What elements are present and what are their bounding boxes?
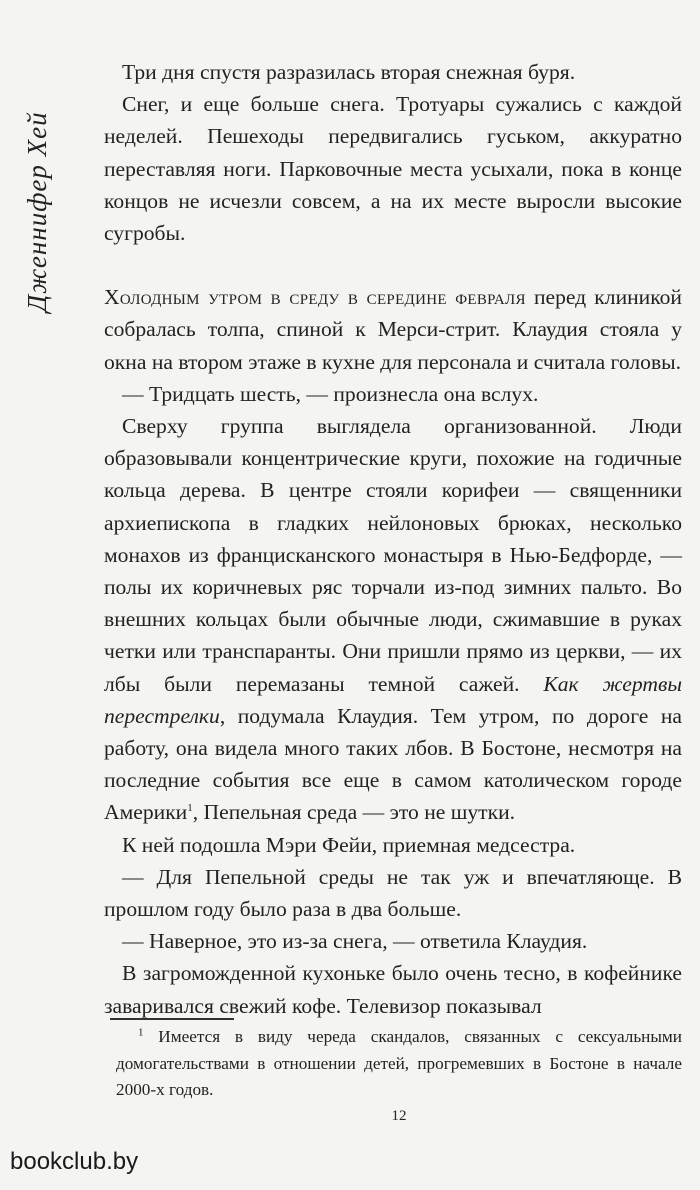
crowd-text-part: , Пепельная среда — это не шутки. (192, 800, 516, 825)
dialogue-line: — Для Пепельной среды не так уж и впечатляюще. В прошлом году было раза в два больше. (104, 864, 682, 922)
paragraph: В загроможденной кухоньке было очень тесно, в кофейнике заваривался свежий кофе. Телевизор показывал (104, 961, 682, 1018)
crowd-text-part: , подумала Клаудия. Тем утром, по дороге на работу, она видела много таких лбов. В Бостоне, несмотря на последние события все еще в самом католическом городе Америки (104, 703, 682, 825)
main-text (104, 56, 682, 1022)
paragraph: К ней подошла Мэри Фейи, приемная медсестра. (122, 832, 576, 857)
footnote-divider (110, 1018, 234, 1020)
paragraph: Снег, и еще больше снега. Тротуары сужались с каждой неделей. Пешеходы передвигались гуськом, аккуратно переставляя ноги. Парковочные места усыхали, пока в конце концов не исчезли совсем, а на их месте выросли высокие сугробы. (104, 92, 682, 246)
section-opening-paragraph (104, 281, 682, 378)
crowd-paragraph (104, 410, 682, 829)
running-head-author: Дженнифер Хей (22, 111, 52, 312)
paragraph: Три дня спустя разразилась вторая снежная буря. (122, 60, 576, 84)
italic-thought: Как жертвы перестрелки (104, 671, 682, 728)
section-lead-rest: перед клиникой собралась толпа, спиной к Мерси-стрит. Клаудия стояла у окна на втором этаже в кухне для персонала и считала головы. (104, 285, 682, 374)
section-lead-smallcaps: Холодным утром в среду в середине февраля (104, 285, 526, 310)
footnote (116, 1024, 682, 1104)
watermark: bookclub.by (10, 1148, 139, 1175)
footnote-reference[interactable]: 1 (187, 802, 193, 815)
dialogue-line: — Наверное, это из-за снега, — ответила Клаудия. (122, 929, 588, 954)
footnote-text: Имеется в виду череда скандалов, связанных с сексуальными домогательствами в отношении детей, прогремевших в Бостоне в начале 2000-х годов. (116, 1027, 682, 1099)
footnote-mark: 1 (138, 1026, 144, 1039)
page-number: 12 (391, 1108, 407, 1124)
crowd-text-part: Сверху группа выглядела организованной. Люди образовывали концентрические круги, похожие на годичные кольца дерева. В центре стояли корифеи — священники архиепископа в гладких нейлоновых брюках, несколько монахов из францисканского монастыря в Нью-Бедфорде, — полы их коричневых ряс торчали из-под зимних пальто. Во внешних кольцах были обычные люди, сжимавшие в руках четки или транспаранты. Они пришли прямо из церкви, — их лбы были перемазаны темной сажей. (104, 414, 682, 696)
dialogue-line: — Тридцать шесть, — произнесла она вслух. (122, 381, 539, 406)
